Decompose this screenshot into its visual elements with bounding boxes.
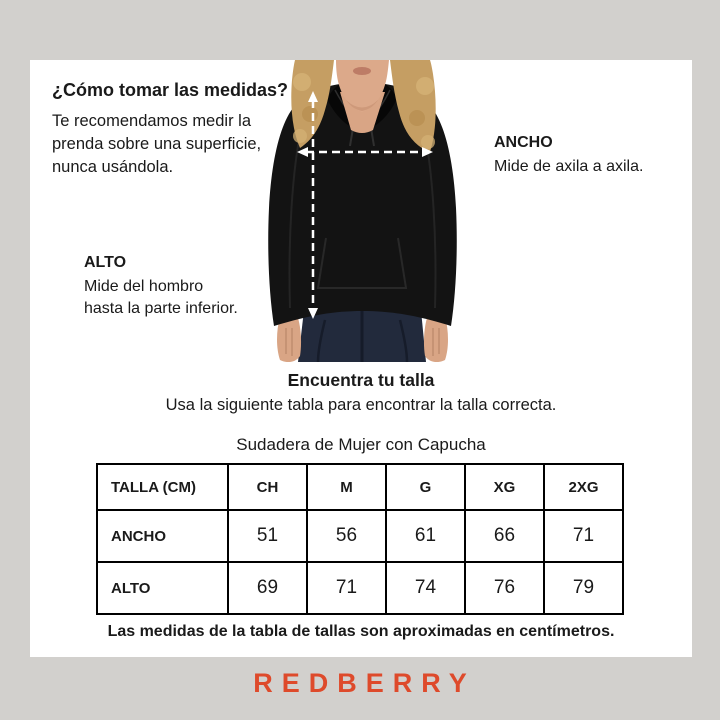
size-guide-card (30, 60, 692, 657)
measure-instructions-line: nunca usándola. (52, 158, 174, 176)
alto-description-line: Mide del hombro (84, 278, 204, 295)
lips (353, 67, 371, 75)
size-table-header-cell: XG (465, 464, 544, 510)
measure-title: ¿Cómo tomar las medidas? (52, 80, 289, 100)
ancho-label: ANCHO (494, 134, 553, 151)
measurements-note: Las medidas de la tabla de tallas son aproximadas en centímetros. (107, 623, 615, 640)
size-value: 74 (386, 562, 465, 614)
size-table-header-cell: TALLA (CM) (97, 464, 228, 510)
measure-instructions (52, 110, 261, 179)
size-table-row-alto (97, 562, 623, 614)
size-table-header-row (97, 464, 623, 510)
redberry-logo: REDBERRY (253, 668, 476, 698)
row-label: ALTO (97, 562, 228, 614)
product-name: Sudadera de Mujer con Capucha (236, 435, 486, 454)
alto-description (84, 276, 238, 320)
size-value: 69 (228, 562, 307, 614)
hoodie-model-photo (240, 60, 485, 362)
measure-instructions-line: Te recomendamos medir la (52, 112, 251, 130)
size-table-header-cell: M (307, 464, 386, 510)
row-label: ANCHO (97, 510, 228, 562)
size-value: 56 (307, 510, 386, 562)
find-size-title: Encuentra tu talla (287, 370, 435, 390)
size-value: 79 (544, 562, 623, 614)
alto-description-line: hasta la parte inferior. (84, 300, 238, 317)
ancho-description: Mide de axila a axila. (494, 158, 644, 175)
size-table-row-ancho (97, 510, 623, 562)
ancho-callout (494, 134, 643, 178)
size-table-header-cell: G (386, 464, 465, 510)
alto-label: ALTO (84, 254, 127, 271)
size-table-header-cell: CH (228, 464, 307, 510)
measure-instructions-line: prenda sobre una superficie, (52, 135, 262, 153)
size-value: 71 (544, 510, 623, 562)
size-value: 71 (307, 562, 386, 614)
size-value: 61 (386, 510, 465, 562)
size-table (96, 463, 624, 615)
size-value: 51 (228, 510, 307, 562)
alto-callout (84, 254, 238, 320)
size-value: 66 (465, 510, 544, 562)
find-size-subtitle: Usa la siguiente tabla para encontrar la talla correcta. (165, 396, 557, 414)
size-value: 76 (465, 562, 544, 614)
size-table-header-cell: 2XG (544, 464, 623, 510)
